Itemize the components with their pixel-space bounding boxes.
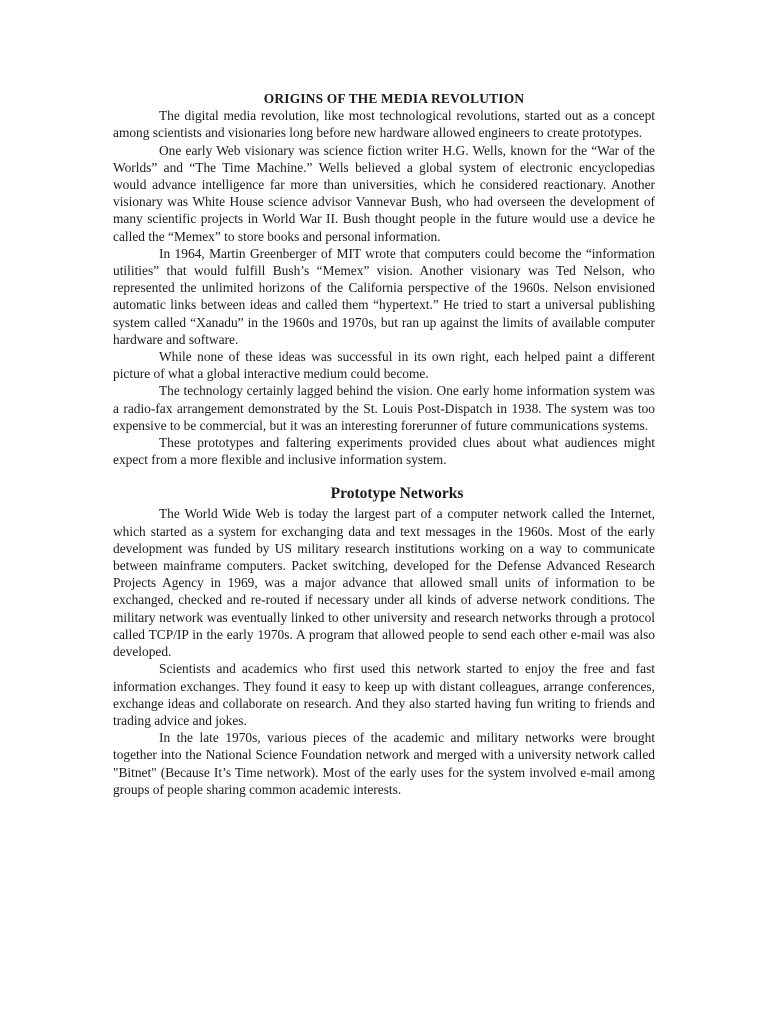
document-page: [113, 90, 655, 798]
paragraph: One early Web visionary was science fiction writer H.G. Wells, known for the “War of the Worlds” and “The Time Machine.” Wells believed a global system of electronic encyclopedias would advance intelligence far more than universities, which he considered reactionary. Another visionary was White House science advisor Vannevar Bush, who had overseen the development of many scientific projects in World War II. Bush thought people in the future would use a device he called the “Memex” to store books and personal information.: [113, 142, 655, 244]
paragraph: The technology certainly lagged behind the vision. One early home information system was a radio-fax arrangement demonstrated by the St. Louis Post-Dispatch in 1938. The system was too expensive to be commercial, but it was an interesting forerunner of future communications systems.: [113, 383, 655, 433]
paragraph: The digital media revolution, like most technological revolutions, started out as a concept among scientists and visionaries long before new hardware allowed engineers to create prototypes.: [113, 108, 655, 141]
paragraph: The World Wide Web is today the largest part of a computer network called the Internet, which started as a system for exchanging data and text messages in the 1960s. Most of the early development was funded by US military research institutions working on a way to communicate between mainframe computers. Packet switching, developed for the Defense Advanced Research Projects Agency in 1969, was a major advance that allowed small units of information to be exchanged, checked and re-routed if necessary under all kinds of adverse network conditions. The military network was eventually linked to other university and research networks through a protocol called TCP/IP in the early 1970s. A program that allowed people to send each other e-mail was also developed.: [113, 506, 655, 660]
section-heading-prototype-networks: Prototype Networks: [330, 485, 464, 503]
paragraph: These prototypes and faltering experiments provided clues about what audiences might expect from a more flexible and inclusive information system.: [113, 435, 655, 468]
paragraph: In the late 1970s, various pieces of the academic and military networks were brought together into the National Science Foundation network and merged with a university network called "Bitnet" (Because It’s Time network). Most of the early uses for the system involved e-mail among groups of people sharing common academic interests.: [113, 730, 655, 797]
section-prototype-networks: [113, 505, 655, 797]
document-title: ORIGINS OF THE MEDIA REVOLUTION: [263, 91, 525, 106]
paragraph: While none of these ideas was successful in its own right, each helped paint a different picture of what a global interactive medium could become.: [113, 349, 655, 382]
paragraph: Scientists and academics who first used this network started to enjoy the free and fast information exchanges. They found it easy to keep up with distant colleagues, arrange conferences, exchange ideas and collaborate on research. And they also started having fun writing to friends and trading advice and jokes.: [113, 661, 655, 728]
paragraph: In 1964, Martin Greenberger of MIT wrote that computers could become the “information utilities” that would fulfill Bush’s “Memex” vision. Another visionary was Ted Nelson, who represented the unlimited horizons of the California perspective of the 1960s. Nelson envisioned automatic links between ideas and called them “hypertext.” He tried to start a universal publishing system called “Xanadu” in the 1960s and 1970s, but ran up against the limits of available computer hardware and software.: [113, 245, 655, 347]
section-origins: [113, 107, 655, 468]
